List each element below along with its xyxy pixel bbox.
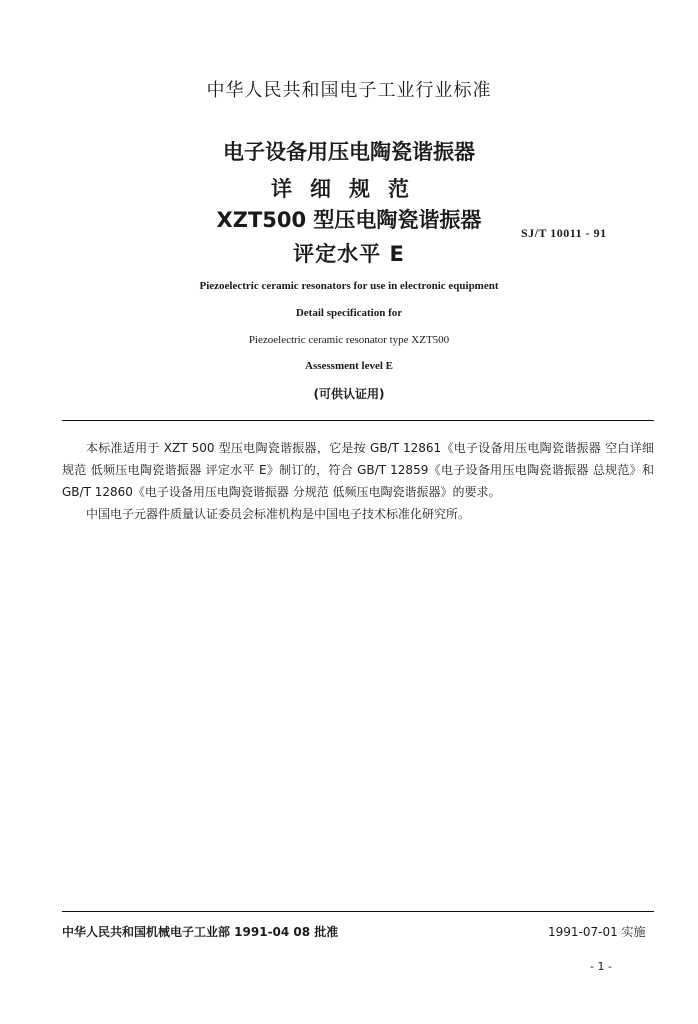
industry-standard-header: 中华人民共和国电子工业行业标准 [206, 80, 492, 101]
english-title-line-4: Assessment level E [305, 360, 393, 372]
effective-date: 1991-07-01 实施 [548, 925, 646, 939]
top-divider [62, 420, 654, 421]
approval-statement: 中华人民共和国机械电子工业部 1991-04 08 批准 [62, 925, 339, 939]
title-line-3: XZT500 型压电陶瓷谐振器 [216, 208, 482, 232]
page-number: - 1 - [590, 960, 612, 973]
english-title-line-3: Piezoelectric ceramic resonator type XZT500 [248, 334, 450, 346]
title-line-2: 详细规范 [271, 177, 427, 201]
body-paragraph-2: 中国电子元器件质量认证委员会标准机构是中国电子技术标准化研究所。 [86, 507, 471, 521]
english-title-line-2: Detail specification for [295, 307, 403, 319]
body-paragraph-1: 本标准适用于 XZT 500 型压电陶瓷谐振器，它是按 GB/T 12861《电子设备用压电陶瓷谐振器 空白详细规范 低频压电陶瓷谐振器 评定水平 E》制订的，符合 GB/T 12859《电子设备用压电陶瓷谐振器 总规范》和 GB/T 12860《电子设备用压电陶瓷谐振器 分规范 低频压电陶瓷谐振器》的要求。 [62, 441, 654, 499]
body-text [62, 437, 654, 525]
certification-note: (可供认证用) [313, 387, 385, 401]
title-line-1: 电子设备用压电陶瓷谐振器 [223, 140, 475, 164]
english-title-line-1: Piezoelectric ceramic resonators for use in electronic equipment [199, 280, 499, 292]
bottom-divider [62, 911, 654, 912]
standard-number: SJ/T 10011 - 91 [521, 226, 607, 240]
title-line-4: 评定水平 E [293, 242, 405, 266]
